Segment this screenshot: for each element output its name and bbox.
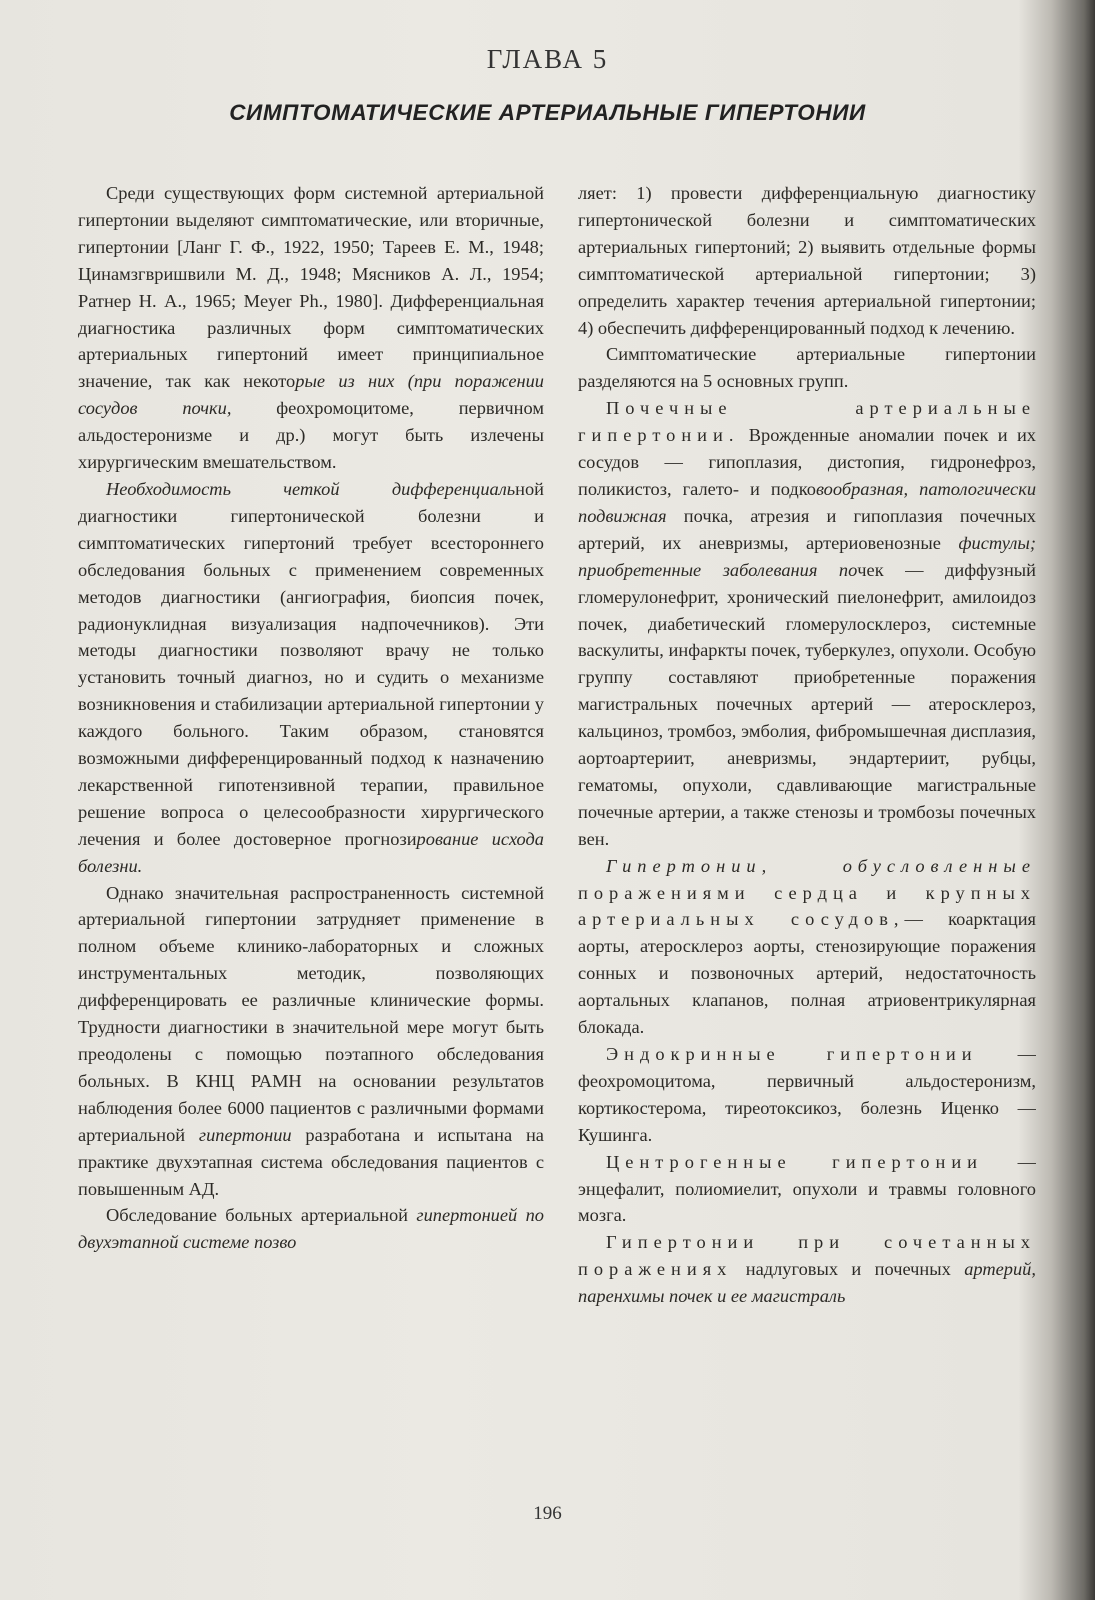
italic-text: гипертонией по двухэтапной системе позво <box>78 1205 544 1253</box>
paragraph <box>578 1041 1036 1149</box>
italic-text: фистулы; приобретенные заболевания по <box>578 532 1036 580</box>
italic-text: гипертонии <box>198 1124 292 1145</box>
spaced-heading: Эндокринные гипертонии <box>606 1044 978 1064</box>
text: Обследование больных артериальной <box>106 1205 409 1226</box>
text: почка, атрезия и гипоплазия почечных артерий, их аневризмы, артериовенозные <box>578 505 1036 553</box>
paragraph <box>78 880 544 1203</box>
italic-text: рые из них (при поражении сосудов почки, <box>78 371 544 419</box>
text: чек — диффузный гломерулонефрит, хронический пиелонефрит, амилоидоз почек, диабетический гломерулосклероз, системные васкулиты, инфаркты почек, туберкулез, опухоли. Особую группу составляют приобретенные поражения магистральных почечных артерий — атеросклероз, кальциноз, тромбоз, эмболия, фибромышечная дисплазия, аортоартериит, аневризмы, эндартериит, рубцы, гематомы, опухоли, сдавливающие магистральные почечные артерии, а также стенозы и тромбозы почечных вен. <box>578 559 1036 849</box>
italic-text: рование исхода болезни. <box>78 828 544 876</box>
text: — феохромоцитома, первичный альдостеронизм, кортикостерома, тиреотоксикоз, болезнь Иценко — Кушинга. <box>578 1044 1036 1145</box>
text: Среди существующих форм системной артериальной гипертонии выделяют симптоматические, или вторичные, гипертонии [Ланг Г. Ф., 1922, 1950; Тареев Е. М., 1948; Цинамзгвришвили М. Д., 1948; Мясников А. Л., 1954; Ратнер Н. А., 1965; Meyer Ph., 1980]. Дифференциальная диагностика различных форм симптоматических артериальных гипертоний имеет принципиальное значение, так как некото <box>78 183 544 392</box>
right-column <box>578 180 1036 1510</box>
text: Однако значительная распространенность системной артериальной гипертонии затрудняет применение в полном объеме клинико-лабораторных и сложных инструментальных методик, позволяющих дифференцировать ее различные клинические формы. Трудности диагностики в значительной мере могут быть преодолены с помощью поэтапного обследования больных. В КНЦ РАМН на основании результатов наблюдения более 6000 пациентов с различными формами артериальной <box>78 882 544 1145</box>
spaced-heading: Центрогенные гипертонии <box>606 1151 984 1172</box>
italic-text: вообразная, патологически подвижная <box>578 478 1036 526</box>
spaced-heading: Гипертонии, обусловленные <box>606 855 1036 876</box>
italic-text: артерий, паренхимы почек и ее магистраль <box>578 1259 1036 1307</box>
chapter-title: СИМПТОМАТИЧЕСКИЕ АРТЕРИАЛЬНЫЕ ГИПЕРТОНИИ <box>229 100 866 125</box>
paragraph <box>78 1202 544 1256</box>
paragraph <box>578 395 1036 852</box>
text: ной диагностики гипертонической болезни и симптоматических гипертоний требует всестороннего обследования больных с применением современных методов диагностики (ангиография, биопсия почек, радионуклидная визуализация надпочечников). Эти методы диагностики позволяют врачу не только установить точный диагноз, но и судить о механизме возникновения и стабилизации артериальной гипертонии у каждого больного. Таким образом, становятся возможными дифференцированный подход к назначению лекарственной гипотензивной терапии, правильное решение вопроса о целесообразности хирургического лечения и более достоверное прогнози <box>78 478 544 849</box>
spaced-heading: поражениями сердца и крупных артериальных сосудов, <box>578 882 1036 930</box>
text: Врожденные аномалии почек и их сосудов — гипоплазия, дистопия, гидронефроз, поликистоз, галето- и подко <box>578 425 1036 499</box>
paragraph: ляет: 1) провести дифференциальную диагностику гипертонической болезни и симптоматических артериальных гипертоний; 2) выявить отдельные формы симптоматической артериальной гипертонии; 3) определить характер течения артериальной гипертонии; 4) обеспечить дифференцированный подход к лечению. <box>578 183 1036 338</box>
paragraph <box>78 180 544 476</box>
paragraph: Симптоматические артериальные гипертонии разделяются на 5 основных групп. <box>578 344 1036 392</box>
text: — энцефалит, полиомиелит, опухоли и травмы головного мозга. <box>578 1151 1036 1226</box>
paragraph <box>578 1229 1036 1310</box>
chapter-heading: ГЛАВА 5 <box>486 44 609 74</box>
italic-text: Необходимость четкой дифференциаль <box>106 478 516 499</box>
left-column <box>78 180 544 1256</box>
page-number: 196 <box>533 1503 562 1524</box>
text: надлуговых и почечных <box>745 1259 951 1280</box>
text: — коарктация аорты, атеросклероз аорты, стенозирующие поражения сонных и позвоночных артерий, недостаточность аортальных клапанов, полная атриовентрикулярная блокада. <box>578 909 1036 1038</box>
text: феохромоцитоме, первичном альдостеронизме и др.) могут быть излечены хирургическим вмешательством. <box>78 398 544 473</box>
paragraph <box>578 853 1036 1041</box>
paragraph <box>78 476 544 880</box>
spaced-heading: Гипертонии при сочетанных поражениях <box>578 1232 1036 1280</box>
spaced-heading: Почечные артериальные гипертонии. <box>578 398 1036 446</box>
text: разработана и испытана на практике двухэтапная система обследования пациентов с повышенным АД. <box>78 1124 544 1199</box>
paragraph <box>578 1149 1036 1230</box>
